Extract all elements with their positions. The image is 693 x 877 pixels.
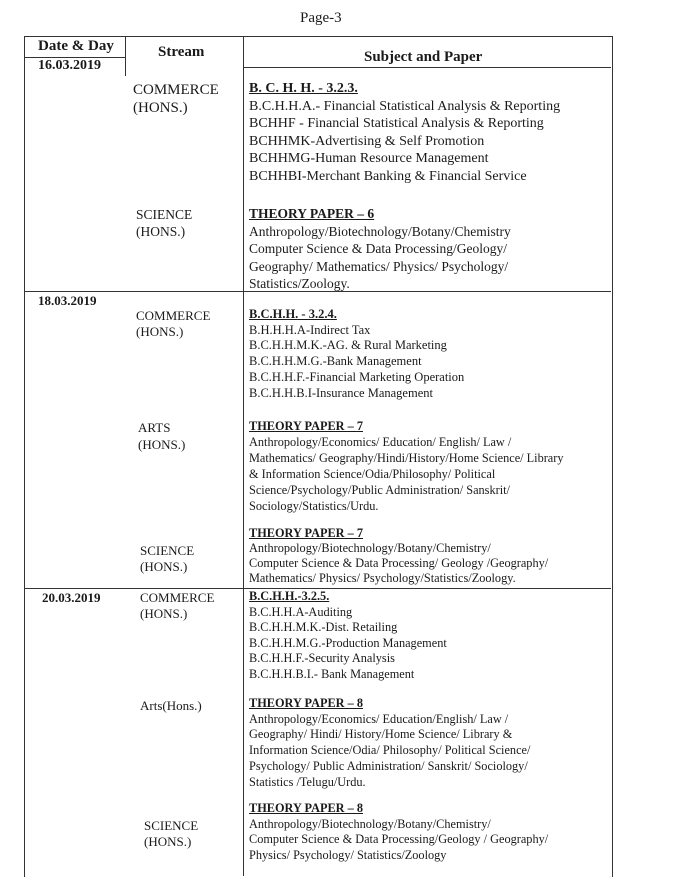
paper-line: Geography/ Mathematics/ Physics/ Psychology/	[249, 258, 509, 274]
paper-line: Sociology/Statistics/Urdu.	[249, 499, 379, 513]
paper-block	[249, 307, 599, 401]
exam-date-2: 18.03.2019	[38, 293, 97, 308]
paper-block	[249, 589, 599, 682]
stream-science: SCIENCE (HONS.)	[144, 818, 199, 849]
paper-line: Information Science/Odia/ Philosophy/ Political Science/	[249, 743, 531, 758]
page-number: Page-3	[300, 10, 342, 26]
column-divider-date-stream	[125, 36, 126, 76]
stream-commerce: COMMERCE (HONS.)	[136, 308, 211, 339]
stream-science: SCIENCE (HONS.)	[140, 543, 195, 574]
paper-line: BCHHBI-Merchant Banking & Financial Service	[249, 168, 527, 184]
paper-title: B. C. H. H. - 3.2.3.	[249, 81, 358, 96]
paper-line: Anthropology/Economics/ Education/ English/ Law /	[249, 435, 512, 449]
paper-title: THEORY PAPER – 8	[249, 801, 363, 815]
paper-line: BCHHMK-Advertising & Self Promotion	[249, 133, 485, 149]
paper-line: B.C.H.H.M.G.-Production Management	[249, 635, 447, 650]
paper-line: B.C.H.H.F.-Financial Marketing Operation	[249, 369, 465, 384]
exam-date-1: 16.03.2019	[38, 58, 101, 73]
stream-commerce: COMMERCE (HONS.)	[133, 82, 219, 116]
header-rule-subject	[243, 67, 611, 68]
paper-line: B.C.H.H.M.K.-AG. & Rural Marketing	[249, 338, 447, 353]
paper-block	[249, 801, 599, 863]
paper-line: Statistics/Zoology.	[249, 276, 350, 291]
paper-line: Computer Science & Data Processing/Geology/	[249, 241, 507, 256]
paper-line: B.C.H.H.B.I-Insurance Management	[249, 385, 433, 400]
paper-title: B.C.H.H.-3.2.5.	[249, 589, 330, 603]
stream-commerce: COMMERCE (HONS.)	[140, 590, 215, 621]
paper-block	[249, 205, 599, 293]
paper-title: THEORY PAPER – 8	[249, 696, 363, 710]
paper-block	[249, 80, 599, 185]
stream-header: Stream	[158, 44, 205, 60]
paper-line: Science/Psychology/Public Administration/ Sanskrit/	[249, 483, 510, 497]
column-divider-stream-subject	[243, 36, 244, 876]
paper-line: Mathematics/ Geography/Hindi/History/Home Science/ Library	[249, 451, 564, 465]
paper-line: Anthropology/Biotechnology/Botany/Chemistry/	[249, 541, 491, 555]
paper-line: Psychology/ Public Administration/ Sanskrit/ Sociology/	[249, 758, 528, 773]
paper-line: Anthropology/Biotechnology/Botany/Chemistry	[249, 223, 511, 239]
paper-title: THEORY PAPER – 7	[249, 526, 363, 540]
paper-title: THEORY PAPER – 7	[249, 419, 363, 433]
paper-line: & Information Science/Odia/Philosophy/ Political	[249, 467, 496, 481]
paper-line: B.C.H.H.M.K.-Dist. Retailing	[249, 620, 398, 634]
paper-line: Anthropology/Biotechnology/Botany/Chemistry/	[249, 816, 491, 831]
paper-line: Computer Science & Data Processing/Geology / Geography/	[249, 832, 549, 846]
paper-line: Statistics /Telugu/Urdu.	[249, 774, 366, 789]
paper-line: BCHHF - Financial Statistical Analysis & Reporting	[249, 116, 544, 131]
paper-line: Mathematics/ Physics/ Psychology/Statistics/Zoology.	[249, 571, 516, 585]
paper-line: B.C.H.H.B.I.- Bank Management	[249, 666, 415, 681]
stream-arts: ARTS (HONS.)	[138, 420, 186, 452]
paper-line: Physics/ Psychology/ Statistics/Zoology	[249, 847, 447, 862]
exam-date-3: 20.03.2019	[42, 590, 101, 605]
paper-line: B.C.H.H.M.G.-Bank Management	[249, 354, 422, 369]
paper-line: B.C.H.H.A.- Financial Statistical Analysis & Reporting	[249, 98, 561, 114]
paper-block	[249, 526, 599, 586]
paper-line: Anthropology/Economics/ Education/English/ Law /	[249, 711, 509, 726]
subject-paper-header: Subject and Paper	[364, 49, 483, 65]
paper-line: B.C.H.H.A-Auditing	[249, 604, 353, 619]
paper-block	[249, 696, 599, 790]
date-day-header: Date & Day	[38, 38, 114, 54]
paper-line: BCHHMG-Human Resource Management	[249, 151, 489, 166]
paper-block	[249, 418, 599, 514]
paper-line: Geography/ Hindi/ History/Home Science/ Library &	[249, 727, 513, 742]
paper-line: B.C.H.H.F.-Security Analysis	[249, 651, 395, 665]
paper-line: Computer Science & Data Processing/ Geology /Geography/	[249, 556, 549, 570]
paper-title: B.C.H.H. - 3.2.4.	[249, 307, 337, 321]
paper-title: THEORY PAPER – 6	[249, 206, 375, 221]
stream-arts: Arts(Hons.)	[140, 698, 202, 713]
stream-science: SCIENCE (HONS.)	[136, 207, 193, 239]
paper-line: B.H.H.H.A-Indirect Tax	[249, 322, 371, 337]
